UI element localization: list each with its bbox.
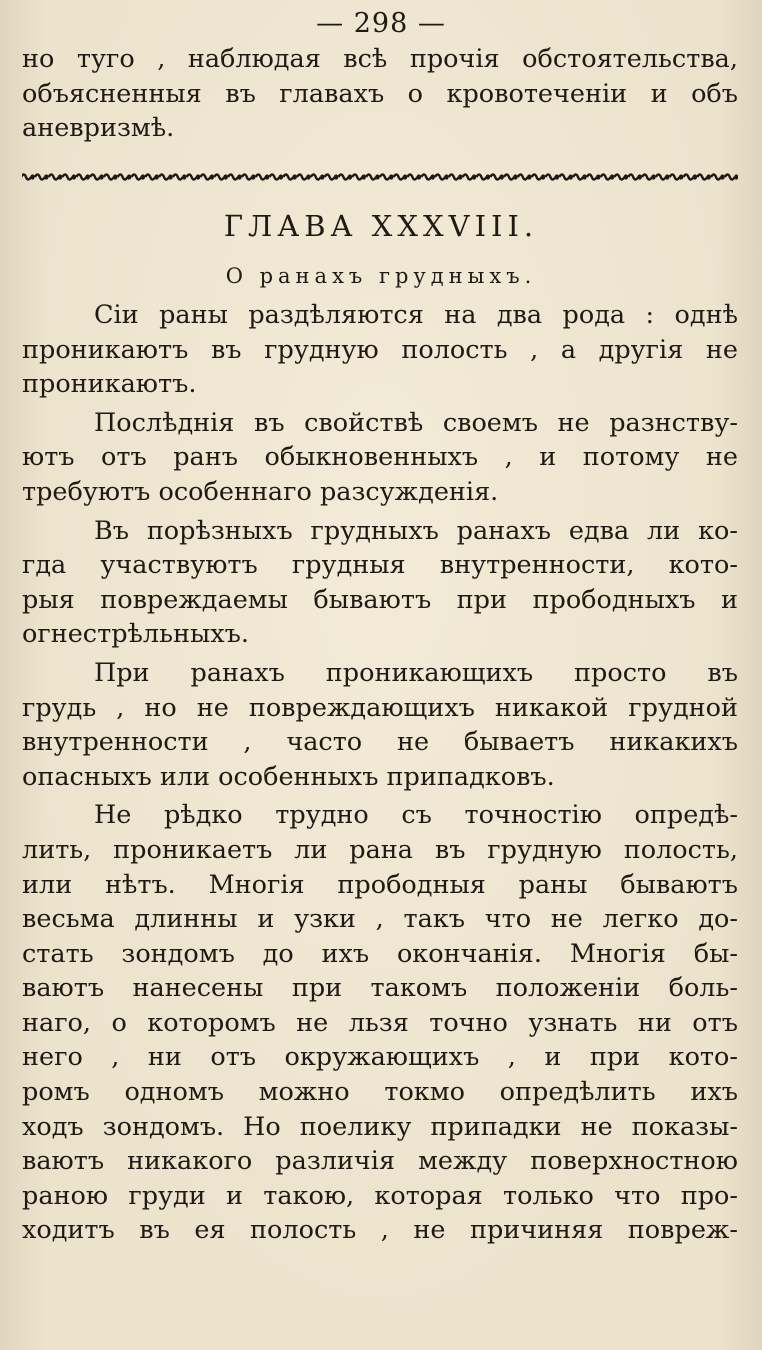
- text-line: ваютъ нанесены при такомъ положеніи боль-: [22, 973, 738, 1004]
- chapter-subtitle: О ранахъ грудныхъ.: [225, 264, 537, 288]
- text-line: Въ порѣзныхъ грудныхъ ранахъ едва ли ко-: [94, 515, 738, 546]
- text-line: гда участвуютъ грудныя внутренности, кото-: [22, 550, 738, 581]
- text-line: ромъ одномъ можно токмо опредѣлить ихъ: [22, 1077, 738, 1108]
- text-line: опасныхъ или особенныхъ припадковъ.: [22, 761, 555, 792]
- text-line: ходъ зондомъ. Но поелику припадки не показы-: [22, 1111, 738, 1142]
- chapter-body: [22, 298, 738, 1248]
- text-line: лить, проникаетъ ли рана въ грудную полость,: [22, 834, 738, 865]
- text-line: требуютъ особеннаго разсужденія.: [22, 476, 499, 507]
- text-line: Послѣднія въ свойствѣ своемъ не разнству-: [94, 407, 738, 438]
- chapter-title: ГЛАВА XXXVIII.: [223, 209, 539, 243]
- ornamental-divider: [22, 170, 738, 184]
- text-line: или нѣтъ. Многія прободныя раны бываютъ: [22, 869, 738, 900]
- text-line: него , ни отъ окружающихъ , и при кото-: [22, 1042, 738, 1073]
- page-number: — 298 —: [316, 8, 446, 39]
- text-line: Не рѣдко трудно съ точностію опредѣ-: [94, 800, 738, 831]
- text-line: рыя повреждаемы бываютъ при прободныхъ и: [22, 584, 738, 615]
- text-line: весьма длинны и узки , такъ что не легко до-: [22, 904, 738, 935]
- text-line: При ранахъ проникающихъ просто въ: [94, 657, 738, 688]
- text-line: аневризмѣ.: [22, 113, 175, 144]
- text-line: ютъ отъ ранъ обыкновенныхъ , и потому не: [22, 442, 738, 473]
- text-line: стать зондомъ до ихъ окончанія. Многія бы-: [22, 938, 738, 969]
- text-line: объясненныя въ главахъ о кровотеченіи и объ: [22, 78, 738, 109]
- text-line: наго, о которомъ не льзя точно узнать ни отъ: [22, 1007, 738, 1038]
- text-line: проникаютъ въ грудную полость , а другія не: [22, 334, 738, 365]
- text-line: проникаютъ.: [22, 369, 197, 400]
- text-line: внутренности , часто не бываетъ никакихъ: [22, 727, 738, 758]
- text-line: но туго , наблюдая всѣ прочія обстоятельства,: [22, 44, 738, 74]
- text-line: ходитъ въ ея полость , не причиняя повреж-: [22, 1215, 738, 1246]
- text-line: Сіи раны раздѣляются на два рода : однѣ: [94, 300, 738, 330]
- text-line: огнестрѣльныхъ.: [22, 619, 249, 650]
- text-line: ваютъ никакого различія между поверхностною: [22, 1146, 738, 1177]
- text-line: раною груди и такою, которая только что про-: [22, 1180, 738, 1211]
- opening-text: [22, 42, 738, 146]
- text-line: грудь , но не повреждающихъ никакой грудной: [22, 692, 738, 723]
